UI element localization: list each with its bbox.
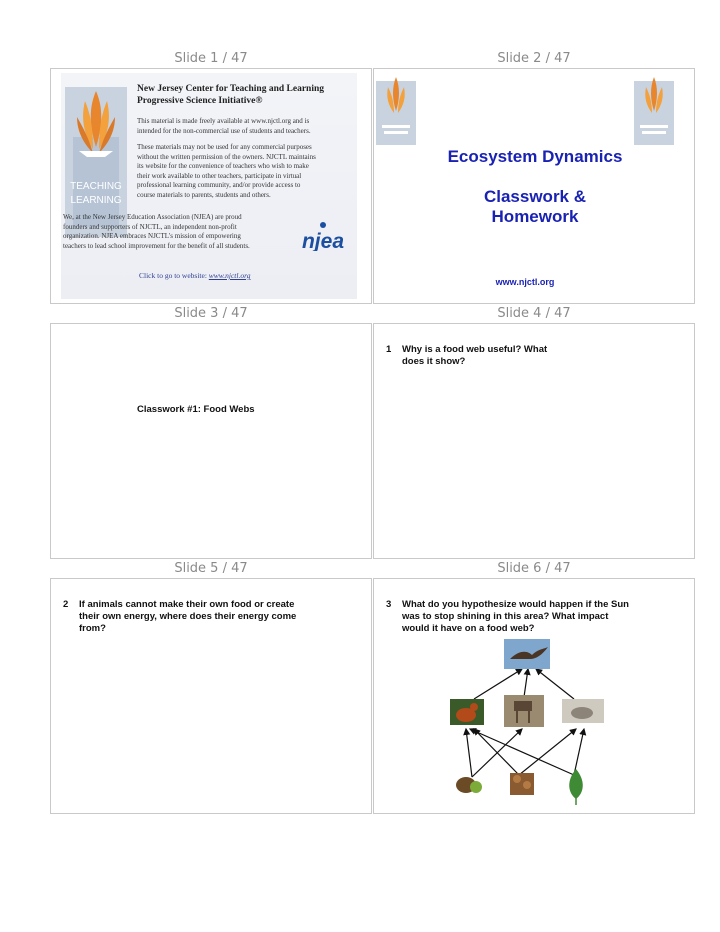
- question-text: What do you hypothesize would happen if the Sun was to stop shining in this area? What impact would it have on a food web?: [402, 599, 629, 634]
- njctl-logo-right: [634, 73, 674, 145]
- mouse-image: [562, 699, 604, 723]
- nuts-image: [510, 773, 534, 795]
- website-url[interactable]: www.njctl.org: [495, 277, 555, 287]
- slide-3-label: Slide 3 / 47: [174, 306, 248, 321]
- slide-6[interactable]: [373, 578, 695, 814]
- question-number: 1: [386, 344, 392, 355]
- slide-4[interactable]: [373, 323, 695, 559]
- presentation-subtitle: Classwork & Homework: [483, 187, 587, 226]
- hawk-image: [504, 639, 550, 669]
- njctl-logo-left: [376, 73, 416, 145]
- slide-2-label: Slide 2 / 47: [497, 51, 571, 66]
- question-text: If animals cannot make their own food or create their own energy, where does their energy come from?: [79, 599, 297, 634]
- slide-1[interactable]: [50, 68, 372, 304]
- slide-6-label: Slide 6 / 47: [497, 561, 571, 576]
- usage-paragraph: This material is made freely available at www.njctl.org and is intended for the non-commercial use of students and teachers.: [137, 117, 311, 135]
- section-title: Classwork #1: Food Webs: [137, 404, 255, 415]
- slide-4-label: Slide 4 / 47: [497, 306, 571, 321]
- website-link[interactable]: www.njctl.org: [208, 271, 251, 280]
- slide-2[interactable]: [373, 68, 695, 304]
- slide-5[interactable]: [50, 578, 372, 814]
- njea-logo: [297, 221, 349, 251]
- slide-3[interactable]: [50, 323, 372, 559]
- deer-image: [504, 695, 544, 727]
- disclaimer-panel: [61, 73, 357, 299]
- website-link-line[interactable]: Click to go to website: www.njctl.org: [139, 271, 251, 280]
- question-text: Why is a food web useful? What does it show?: [402, 344, 548, 367]
- slide-1-title: New Jersey Center for Teaching and Learning Progressive Science Initiative®: [137, 84, 325, 106]
- presentation-title: Ecosystem Dynamics: [447, 147, 623, 166]
- svg-text:LEARNING: LEARNING: [70, 195, 122, 206]
- squirrel-image: [450, 699, 484, 725]
- slide-1-label: Slide 1 / 47: [174, 51, 248, 66]
- slide-5-label: Slide 5 / 47: [174, 561, 248, 576]
- svg-text:TEACHING: TEACHING: [70, 181, 122, 192]
- food-web-diagram: [444, 637, 624, 807]
- question-number: 2: [63, 599, 69, 610]
- svg-text:njea: njea: [301, 230, 345, 251]
- kiwi-image: [456, 777, 482, 793]
- njea-paragraph: We, at the New Jersey Education Association (NJEA) are proud founders and supporters of NJCTL, an independent non-profit organization. NJEA embraces NJCTL's mission of empowering teachers to lead school improvement for the benefit of all students.: [63, 213, 250, 250]
- permission-paragraph: These materials may not be used for any commercial purposes without the written permission of the owners. NJCTL maintains its website for the convenience of teachers who wish to make their work available to other teachers, participate in virtual professional learning community, and/or provide access to course materials to parents, students and others.: [137, 143, 316, 199]
- question-number: 3: [386, 599, 392, 610]
